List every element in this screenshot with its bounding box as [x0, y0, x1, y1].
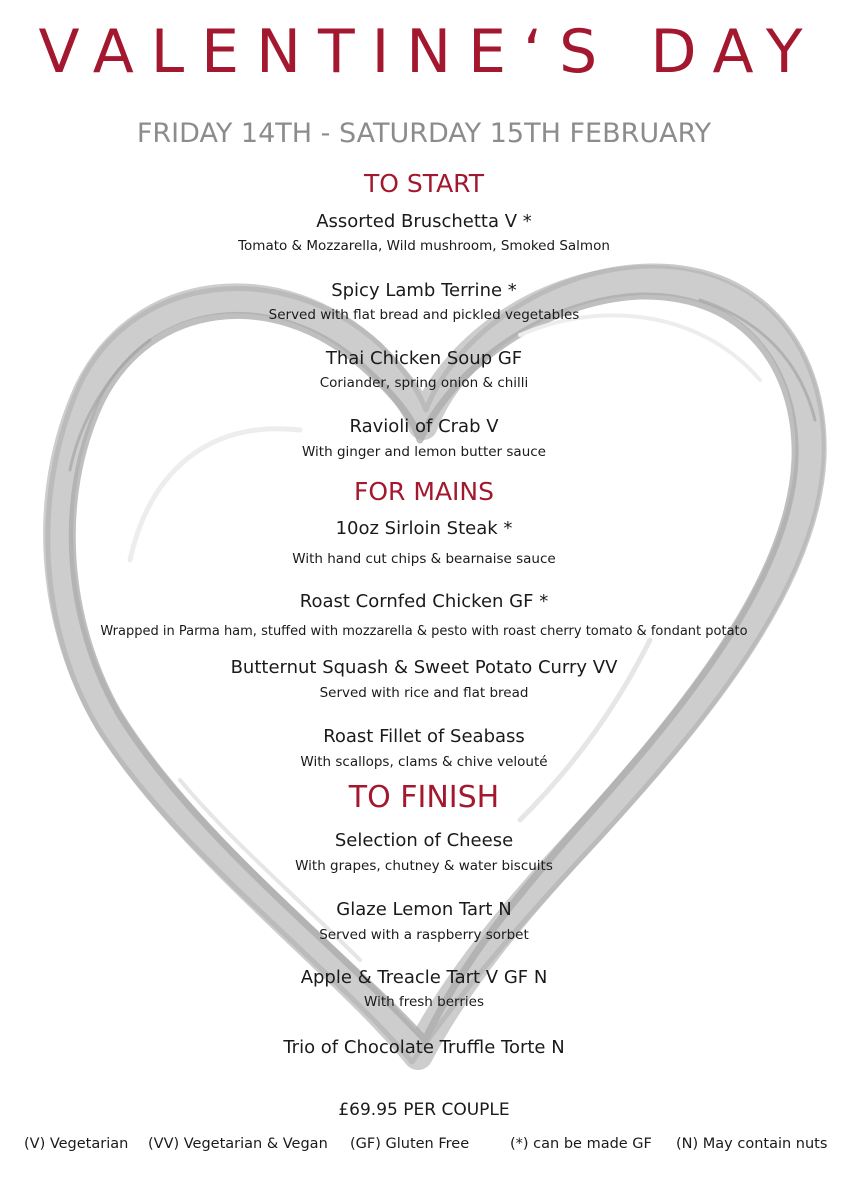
dish-name: Glaze Lemon Tart N: [336, 899, 512, 920]
dish-name: 10oz Sirloin Steak *: [335, 518, 513, 539]
price-per-couple: £69.95 PER COUPLE: [338, 1100, 510, 1120]
dish-name: Assorted Bruschetta V *: [316, 211, 532, 232]
dish-name: Butternut Squash & Sweet Potato Curry VV: [230, 657, 618, 678]
legend-can-be-gf: (*) can be made GF: [510, 1136, 652, 1152]
dish-description: Served with rice and flat bread: [319, 685, 529, 701]
dish-name: Thai Chicken Soup GF: [325, 348, 523, 369]
legend-nuts: (N) May contain nuts: [676, 1136, 828, 1152]
dish-name: Selection of Cheese: [334, 830, 514, 851]
dish-name: Apple & Treacle Tart V GF N: [300, 967, 548, 988]
dish-description: Served with flat bread and pickled vegetables: [268, 307, 580, 323]
dish-description: Wrapped in Parma ham, stuffed with mozzarella & pesto with roast cherry tomato & fondant potato: [100, 624, 748, 639]
dish-name: Trio of Chocolate Truffle Torte N: [283, 1037, 565, 1058]
dish-description: Served with a raspberry sorbet: [319, 927, 529, 943]
dish-description: With scallops, clams & chive velouté: [300, 754, 548, 770]
dish-description: With grapes, chutney & water biscuits: [295, 858, 553, 874]
event-dates: FRIDAY 14TH - SATURDAY 15TH FEBRUARY: [136, 118, 712, 149]
legend-vegetarian: (V) Vegetarian: [24, 1136, 129, 1152]
section-heading-start: TO START: [363, 169, 485, 198]
legend-vegan: (VV) Vegetarian & Vegan: [148, 1136, 328, 1152]
dish-name: Ravioli of Crab V: [349, 416, 499, 437]
dish-description: Coriander, spring onion & chilli: [319, 375, 529, 391]
legend-gluten-free: (GF) Gluten Free: [350, 1136, 470, 1152]
dish-description: With ginger and lemon butter sauce: [302, 444, 546, 460]
section-heading-finish: TO FINISH: [348, 780, 500, 815]
dish-description: With fresh berries: [364, 994, 484, 1010]
dish-name: Spicy Lamb Terrine *: [331, 280, 517, 301]
dish-name: Roast Fillet of Seabass: [323, 726, 525, 747]
dish-name: Roast Cornfed Chicken GF *: [299, 591, 549, 612]
section-heading-mains: FOR MAINS: [354, 477, 494, 506]
dish-description: Tomato & Mozzarella, Wild mushroom, Smoked Salmon: [238, 238, 610, 254]
dish-description: With hand cut chips & bearnaise sauce: [292, 551, 556, 567]
menu-title: VALENTINE‘S DAY: [38, 17, 820, 87]
